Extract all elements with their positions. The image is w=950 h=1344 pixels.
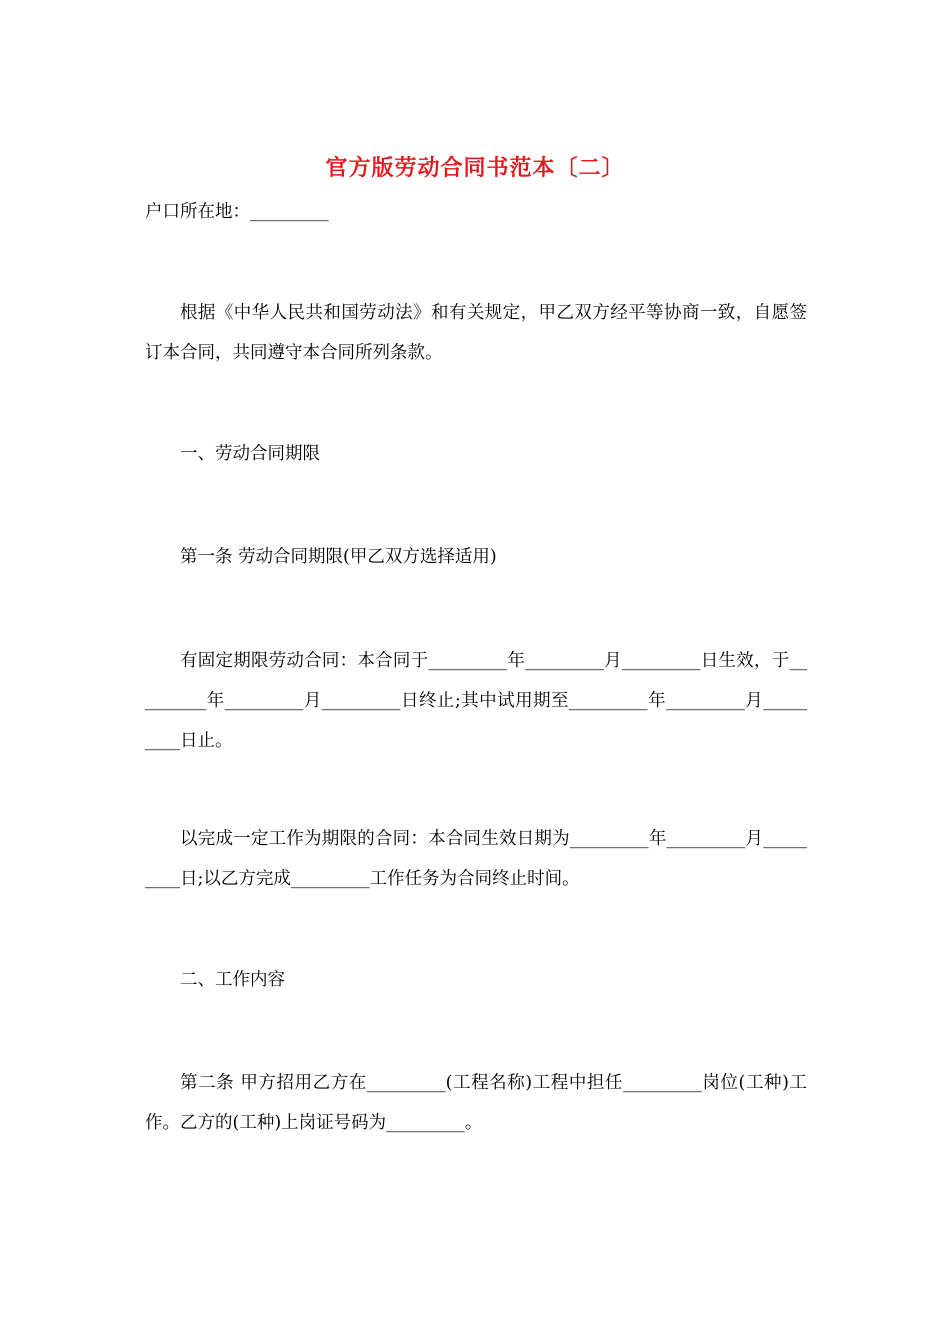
intro-paragraph: 根据《中华人民共和国劳动法》和有关规定，甲乙双方经平等协商一致，自愿签订本合同，共同遵守本合同所列条款。 (145, 303, 807, 363)
article-1-heading: 第一条 劳动合同期限(甲乙双方选择适用) (180, 547, 497, 567)
section-2-heading: 二、工作内容 (180, 970, 285, 990)
section-1-heading: 一、劳动合同期限 (180, 444, 320, 464)
fixed-term-paragraph: 有固定期限劳动合同：本合同于_________年_________月_________日生效，于_________年_________月_________日终止;其中试用期至_________年_________月_________日止。 (145, 651, 807, 751)
article-2-paragraph: 第二条 甲方招用乙方在_________(工程名称)工程中担任_________岗位(工种)工作。乙方的(工种)上岗证号码为_________。 (145, 1073, 807, 1133)
residence-line: 户口所在地：_________ (145, 202, 329, 222)
document-title: 官方版劳动合同书范本〔二〕 (325, 155, 625, 181)
task-term-paragraph: 以完成一定工作为期限的合同：本合同生效日期为_________年_________月_________日;以乙方完成_________工作任务为合同终止时间。 (145, 829, 807, 889)
